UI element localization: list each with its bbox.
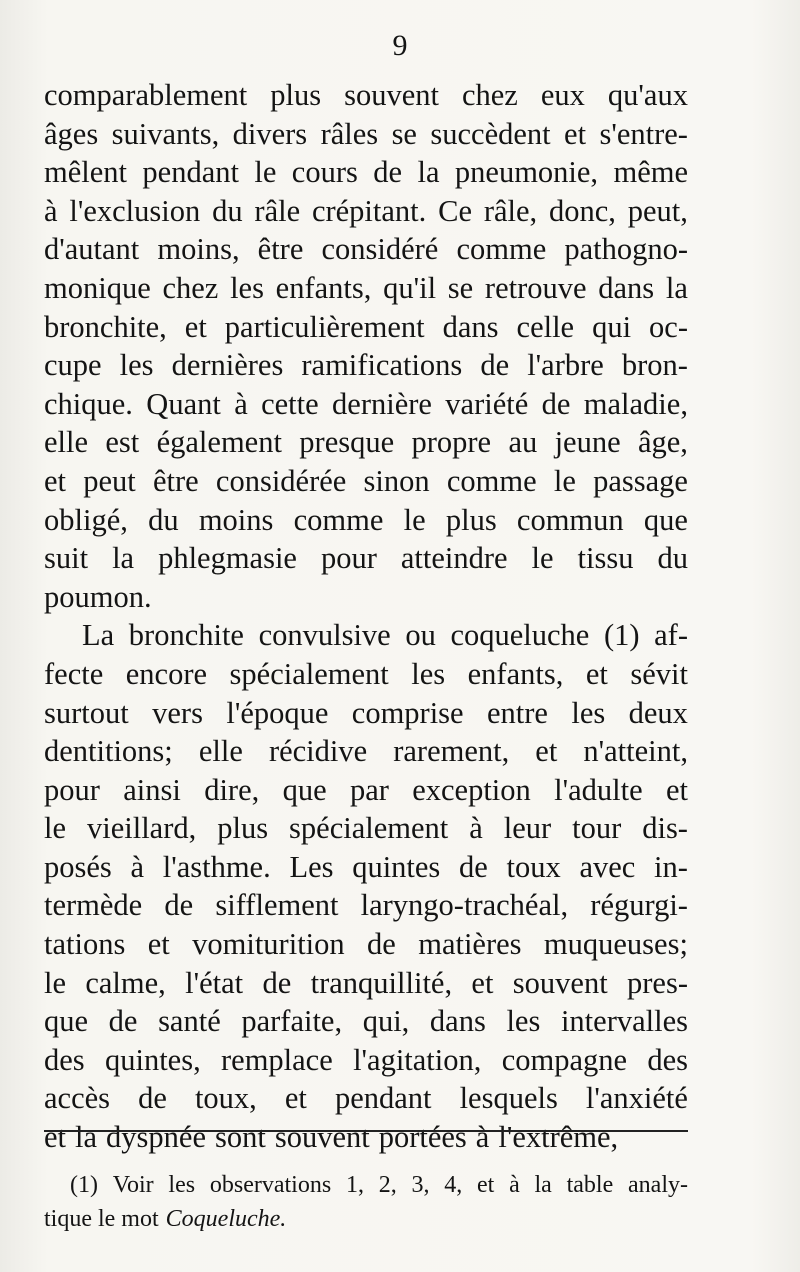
text-line: cupe les dernières ramifications de l'arbre bron- bbox=[44, 348, 688, 383]
text-line: et la dyspnée sont souvent portées à l'extrême, bbox=[44, 1120, 619, 1155]
text-line: le vieillard, plus spécialement à leur tour dis- bbox=[44, 811, 688, 846]
text-line: accès de toux, et pendant lesquels l'anxiété bbox=[44, 1081, 688, 1116]
text-line: le calme, l'état de tranquillité, et souvent pres- bbox=[44, 965, 688, 1000]
text-line: âges suivants, divers râles se succèdent et s'entre- bbox=[44, 116, 688, 151]
body-text bbox=[44, 76, 688, 1157]
text-line: mêlent pendant le cours de la pneumonie, même bbox=[44, 155, 688, 190]
page-number: 9 bbox=[392, 29, 408, 62]
text-line: fecte encore spécialement les enfants, et sévit bbox=[44, 656, 688, 691]
text-line: dentitions; elle récidive rarement, et n'atteint, bbox=[44, 734, 688, 769]
text-line: à l'exclusion du râle crépitant. Ce râle, donc, peut, bbox=[44, 193, 688, 228]
text-line: suit la phlegmasie pour atteindre le tissu du bbox=[44, 541, 688, 576]
footnote-divider bbox=[44, 1130, 688, 1132]
footnote-line-1: (1) Voir les observations 1, 2, 3, 4, et à la table analy- bbox=[70, 1172, 688, 1198]
text-line: et peut être considérée sinon comme le passage bbox=[44, 463, 688, 498]
text-line: poumon. bbox=[44, 579, 152, 614]
text-line: chique. Quant à cette dernière variété de maladie, bbox=[44, 386, 688, 421]
text-line: tations et vomiturition de matières muqueuses; bbox=[44, 927, 688, 962]
text-line: surtout vers l'époque comprise entre les deux bbox=[44, 695, 688, 730]
text-line: comparablement plus souvent chez eux qu'aux bbox=[44, 78, 688, 112]
text-line: d'autant moins, être considéré comme pathogno- bbox=[44, 232, 688, 267]
footnote-line-2-text: tique le mot bbox=[44, 1206, 159, 1232]
text-line: que de santé parfaite, qui, dans les intervalles bbox=[44, 1004, 688, 1039]
footnote-line-2 bbox=[44, 1202, 688, 1236]
footnote bbox=[44, 1168, 688, 1236]
paragraph-1 bbox=[44, 76, 688, 616]
text-line: monique chez les enfants, qu'il se retrouve dans la bbox=[44, 270, 688, 305]
text-line: des quintes, remplace l'agitation, compagne des bbox=[44, 1042, 688, 1077]
paragraph-2 bbox=[44, 616, 688, 1156]
text-line: obligé, du moins comme le plus commun que bbox=[44, 502, 688, 537]
text-line: La bronchite convulsive ou coqueluche (1) af- bbox=[82, 618, 688, 653]
text-line: elle est également presque propre au jeune âge, bbox=[44, 425, 688, 460]
text-line: termède de sifflement laryngo-trachéal, régurgi- bbox=[44, 888, 688, 923]
text-line: pour ainsi dire, que par exception l'adulte et bbox=[44, 772, 688, 807]
text-line: bronchite, et particulièrement dans celle qui oc- bbox=[44, 309, 688, 344]
footnote-italic-term: Coqueluche. bbox=[165, 1206, 287, 1232]
text-line: posés à l'asthme. Les quintes de toux avec in- bbox=[44, 849, 688, 884]
